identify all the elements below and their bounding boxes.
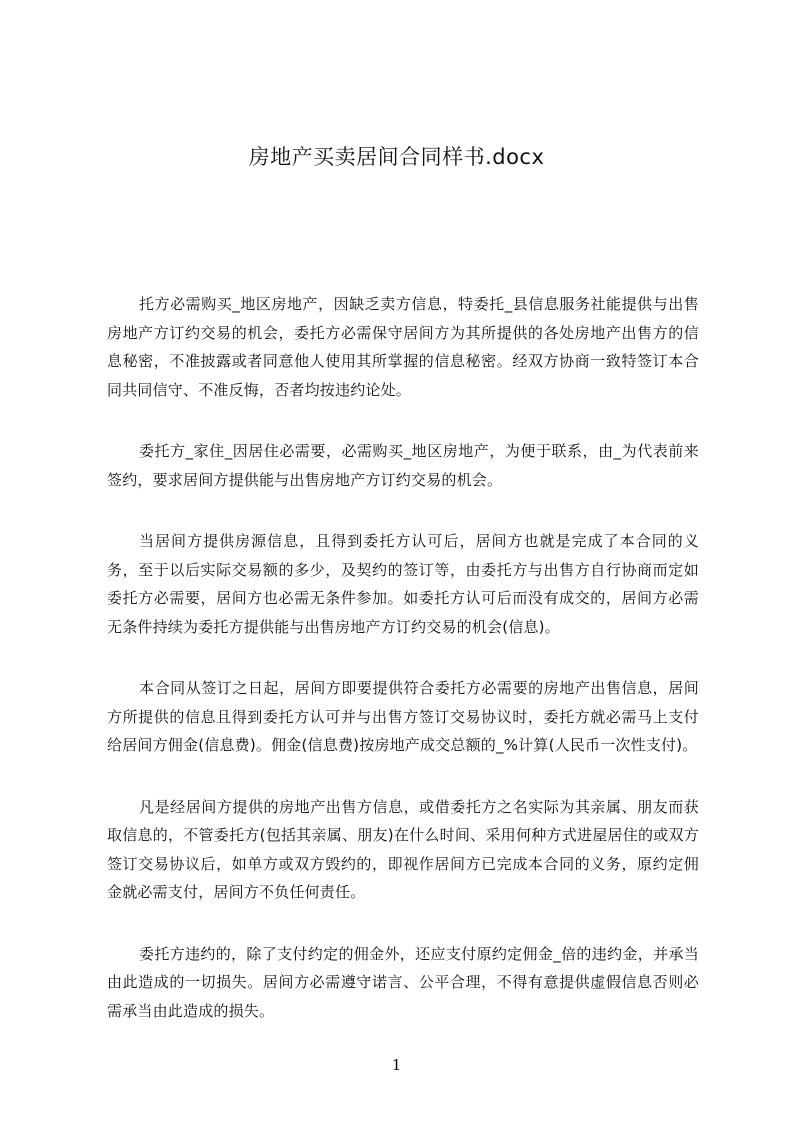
paragraph-2: 委托方_家住_因居住必需要，必需购买_地区房地产，为便于联系，由_为代表前来签约，要求居间方提供能与出售房地产方订约交易的机会。	[107, 442, 699, 489]
document-title: 房地产买卖居间合同样书.docx	[248, 145, 545, 169]
document-body	[107, 290, 699, 1058]
paragraph-4: 本合同从签订之日起，居间方即要提供符合委托方必需要的房地产出售信息，居间方所提供的信息且得到委托方认可并与出售方签订交易协议时，委托方就必需马上支付给居间方佣金(信息费)。佣金(信息费)按房地产成交总额的_%计算(人民币一次性支付)。	[107, 679, 699, 754]
paragraph-5: 凡是经居间方提供的房地产出售方信息，或借委托方之名实际为其亲属、朋友而获取信息的，不管委托方(包括其亲属、朋友)在什么时间、采用何种方式进屋居住的或双方签订交易协议后，如单方或双方毁约的，即视作居间方已完成本合同的义务，原约定佣金就必需支付，居间方不负任何责任。	[107, 797, 699, 901]
paragraph-1: 托方必需购买_地区房地产，因缺乏卖方信息，特委托_县信息服务社能提供与出售房地产方订约交易的机会，委托方必需保守居间方为其所提供的各处房地产出售方的信息秘密，不准披露或者同意他人使用其所掌握的信息秘密。经双方协商一致特签订本合同共同信守、不准反悔，否者均按违约论处。	[107, 295, 699, 399]
paragraph-6: 委托方违约的，除了支付约定的佣金外，还应支付原约定佣金_倍的违约金，并承当由此造成的一切损失。居间方必需遵守诺言、公平合理，不得有意提供虚假信息否则必需承当由此造成的损失。	[107, 944, 699, 1020]
page-number: 1	[391, 1056, 402, 1074]
paragraph-3: 当居间方提供房源信息，且得到委托方认可后，居间方也就是完成了本合同的义务，至于以后实际交易额的多少，及契约的签订等，由委托方与出售方自行协商而定如委托方必需要，居间方也必需无条件参加。如委托方认可后而没有成交的，居间方必需无条件持续为委托方提供能与出售房地产方订约交易的机会(信息)。	[107, 532, 699, 636]
